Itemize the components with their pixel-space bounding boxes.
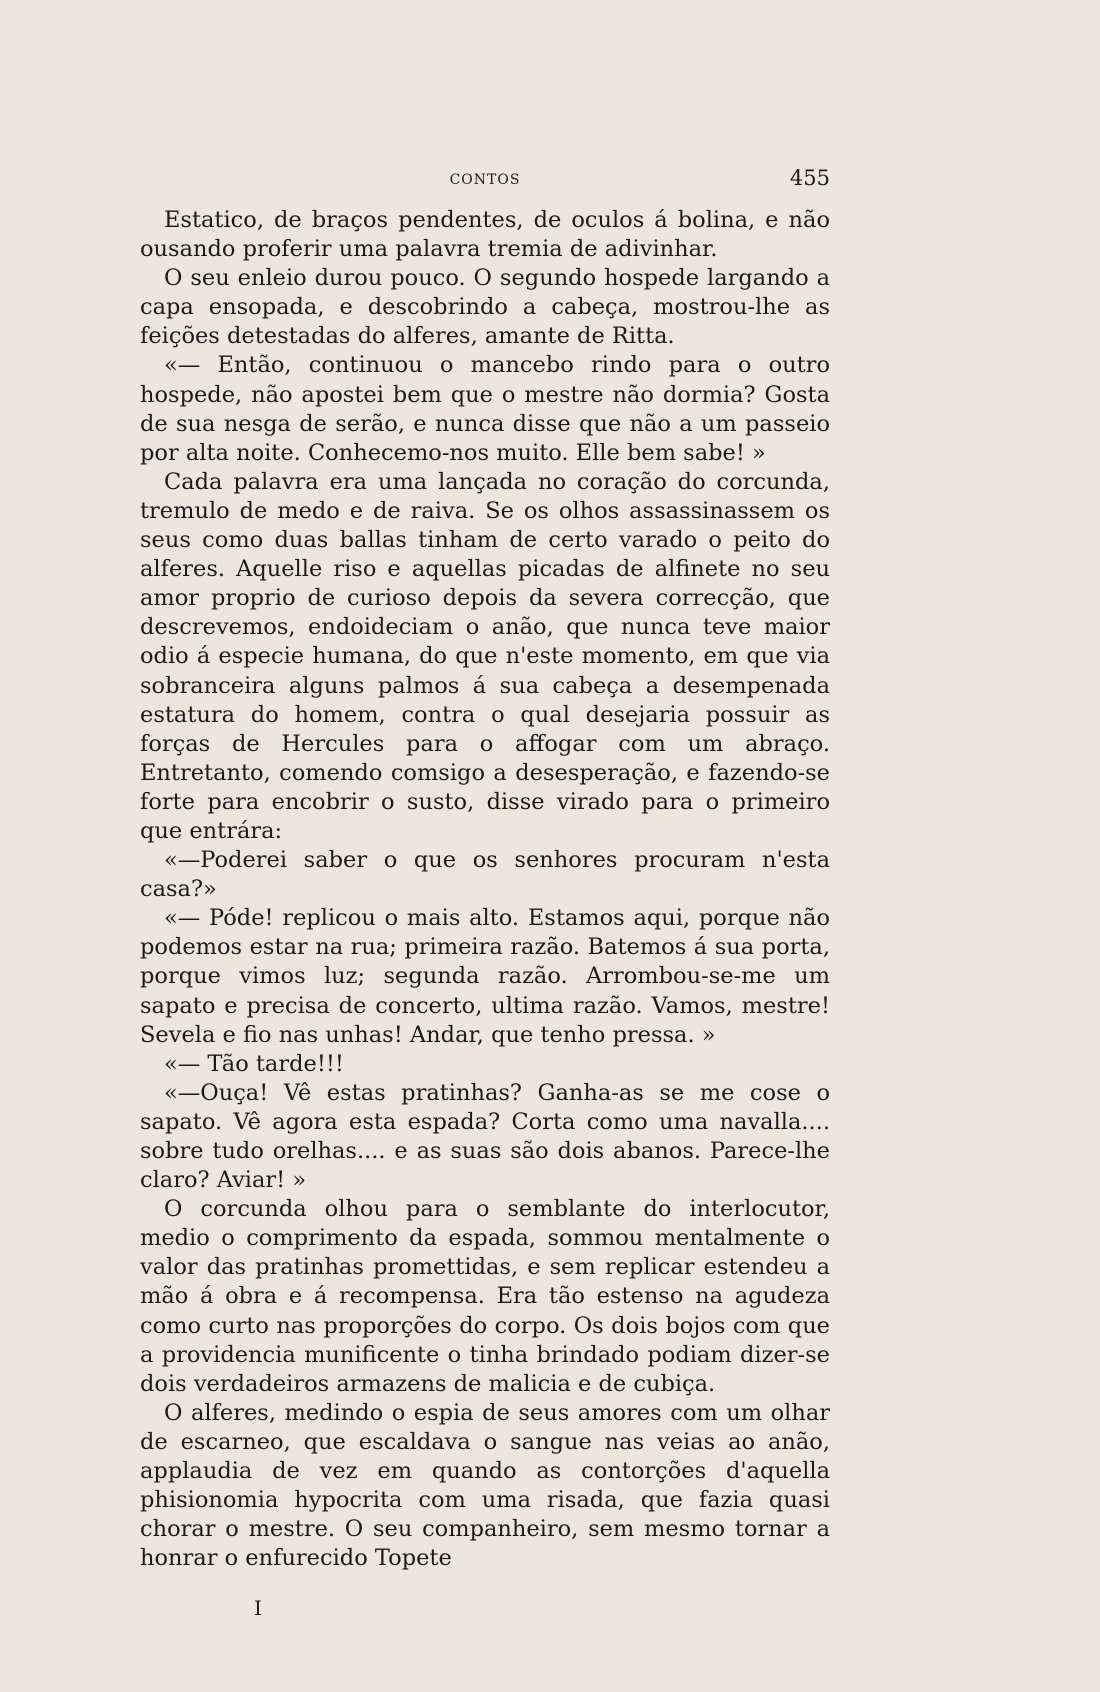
body-text [140, 206, 830, 1573]
paragraph: «— Póde! replicou o mais alto. Estamos aqui, porque não podemos estar na rua; primeira razão. Batemos á sua porta, porque vimos luz; segunda razão. Arrombou-se-me um sapato e precisa de concerto, ultima razão. Vamos, mestre! Sevela e fio nas unhas! Andar, que tenho pressa. » [140, 905, 830, 1048]
running-title: CONTOS [449, 172, 521, 188]
paragraph: Cada palavra era uma lançada no coração do corcunda, tremulo de medo e de raiva. Se os olhos assassinassem os seus como duas ballas tinham de certo varado o peito do alferes. Aquelle riso e aquellas picadas de alfinete no seu amor proprio de curioso depois da severa correcção, que descrevemos, endoideciam o anão, que nunca teve maior odio á especie humana, do que n'este momento, em que via sobranceira alguns palmos á sua cabeça a desempenada estatura do homem, contra o qual desejaria possuir as forças de Hercules para o affogar com um abraço. Entretanto, comendo comsigo a desesperação, e fazendo-se forte para encobrir o susto, disse virado para o primeiro que entrára: [140, 468, 830, 844]
paragraph: «— Então, continuou o mancebo rindo para o outro hospede, não apostei bem que o mestre não dormia? Gosta de sua nesga de serão, e nunca disse que não a um passeio por alta noite. Conhecemo-nos muito. Elle bem sabe! » [140, 352, 830, 466]
paragraph: O seu enleio durou pouco. O segundo hospede largando a capa ensopada, e descobrindo a cabeça, mostrou-lhe as feições detestadas do alferes, amante de Ritta. [140, 265, 830, 350]
paragraph: Estatico, de braços pendentes, de oculos á bolina, e não ousando proferir uma palavra tremia de adivinhar. [140, 207, 830, 263]
page-header [140, 166, 830, 192]
page-number: 455 [789, 166, 830, 190]
paragraph: «—Ouça! Vê estas pratinhas? Ganha-as se me cose o sapato. Vê agora esta espada? Corta como uma navalla.... sobre tudo orelhas.... e as suas são dois abanos. Parece-lhe claro? Aviar! » [140, 1079, 830, 1194]
paragraph: «—Poderei saber o que os senhores procuram n'esta casa?» [140, 847, 830, 903]
signature-mark: I [254, 1596, 262, 1620]
paragraph: O corcunda olhou para o semblante do interlocutor, medio o comprimento da espada, sommou mentalmente o valor das pratinhas promettidas, e sem replicar estendeu a mão á obra e á recompensa. Era tão estenso na agudeza como curto nas proporções do corpo. Os dois bojos com que a providencia munificente o tinha brindado podiam dizer-se dois verdadeiros armazens de malicia e de cubiça. [140, 1196, 830, 1397]
paragraph: O alferes, medindo o espia de seus amores com um olhar de escarneo, que escaldava o sangue nas veias ao anão, applaudia de vez em quando as contorções d'aquella phisionomia hypocrita com uma risada, que fazia quasi chorar o mestre. O seu companheiro, sem mesmo tornar a honrar o enfurecido Topete [140, 1399, 830, 1572]
paragraph: «— Tão tarde!!! [164, 1050, 344, 1077]
